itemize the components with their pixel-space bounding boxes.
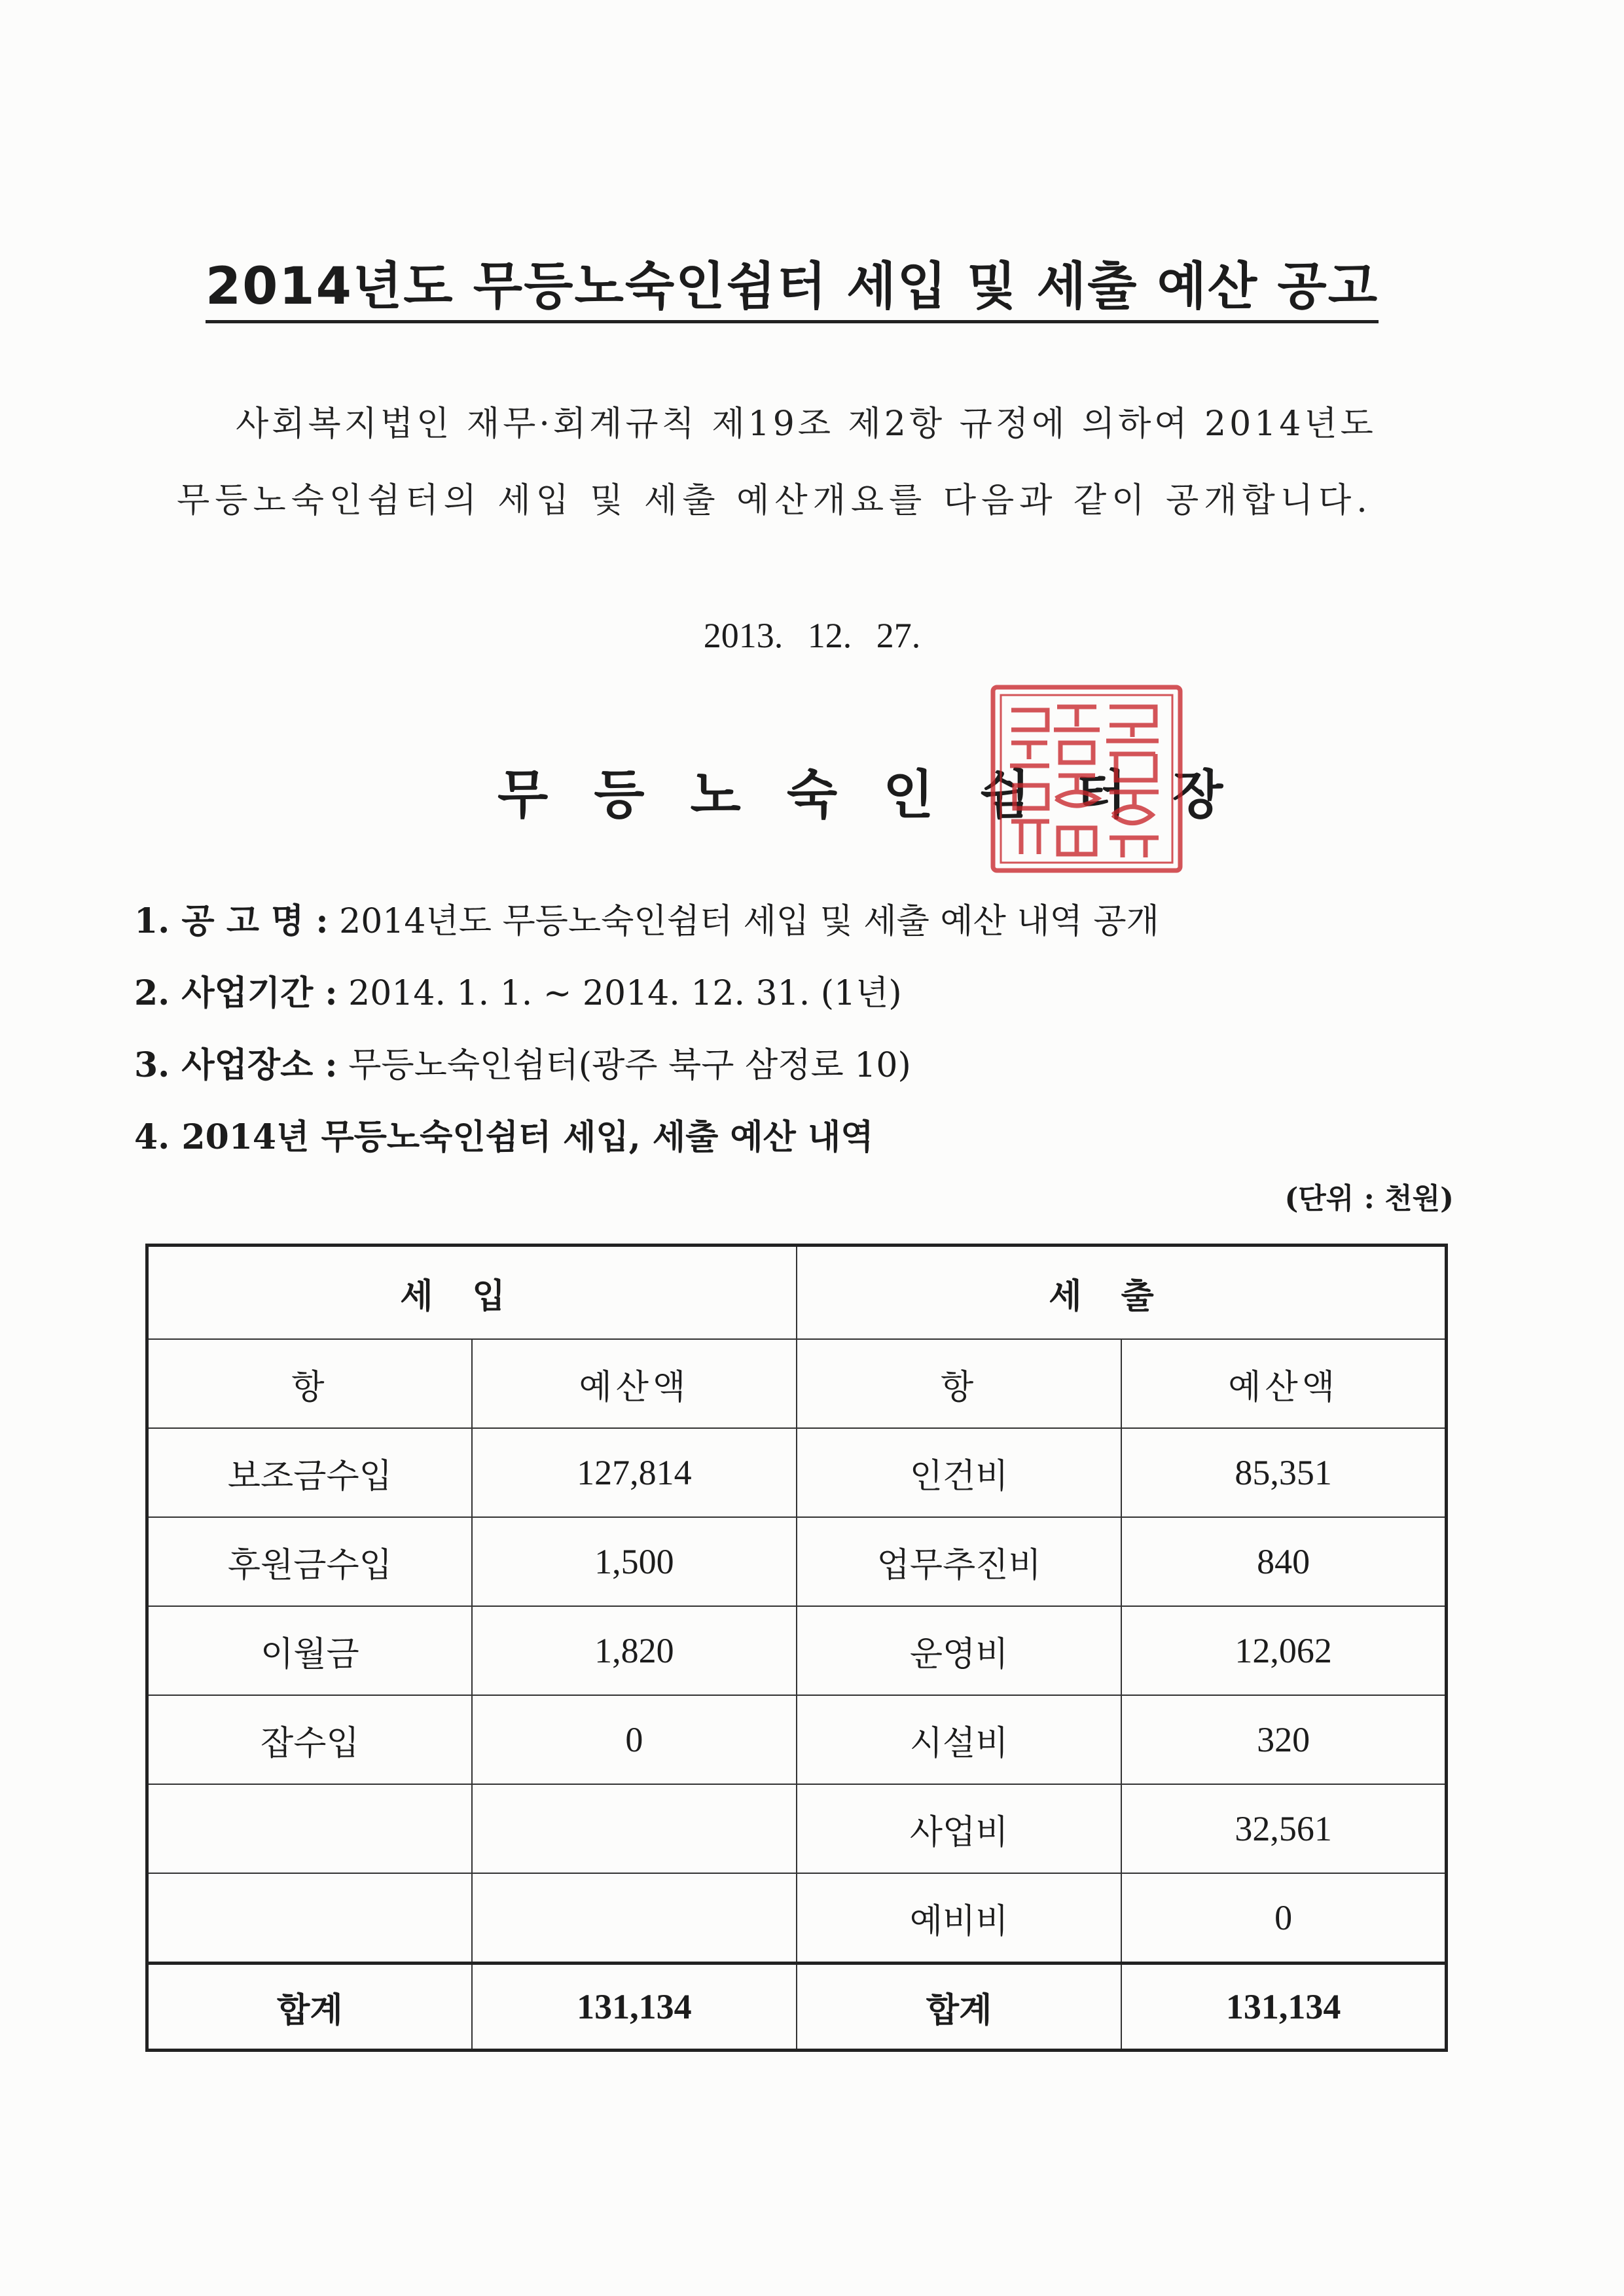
announcement-date: 2013. 12. 27. — [703, 616, 921, 655]
organization-name: 무등노숙인쉼터장 — [497, 764, 1269, 825]
budget-table — [145, 1244, 1448, 2052]
revenue-header: 세입 — [147, 1246, 797, 1340]
revenue-total-amount: 131,134 — [472, 1964, 797, 2051]
revenue-amount-cell — [472, 1784, 797, 1873]
notice-item-1-label: 1. 공 고 명 : — [134, 901, 329, 941]
notice-item-1-value: 2014년도 무등노숙인쉼터 세입 및 세출 예산 내역 공개 — [339, 902, 1159, 941]
expense-amount-cell: 12,062 — [1121, 1606, 1446, 1695]
table-header-row — [147, 1246, 1447, 1340]
table-subheader-row — [147, 1339, 1447, 1428]
notice-item-2-label: 2. 사업기간 : — [134, 973, 338, 1013]
notice-item-2 — [134, 965, 902, 1014]
expense-total-label: 합계 — [797, 1964, 1121, 2051]
revenue-item-cell: 보조금수입 — [147, 1428, 472, 1517]
table-row — [147, 1873, 1447, 1964]
document-title-text: 2014년도 무등노숙인쉼터 세입 및 세출 예산 공고 — [206, 257, 1379, 323]
revenue-item-cell: 후원금수입 — [147, 1517, 472, 1606]
expense-amount-cell: 320 — [1121, 1695, 1446, 1784]
revenue-amount-column-header: 예산액 — [472, 1339, 797, 1428]
document-title — [196, 245, 1388, 319]
notice-item-3 — [134, 1037, 911, 1086]
table-row — [147, 1695, 1447, 1784]
notice-item-2-value: 2014. 1. 1. ~ 2014. 12. 31. (1년) — [348, 974, 902, 1013]
intro-line-1: 사회복지법인 재무·회계규칙 제19조 제2항 규정에 의하여 2014년도 — [236, 404, 1377, 444]
expense-item-cell: 사업비 — [797, 1784, 1121, 1873]
expense-item-column-header: 항 — [797, 1339, 1121, 1428]
expense-item-cell: 업무추진비 — [797, 1517, 1121, 1606]
notice-item-4 — [134, 1109, 873, 1158]
expense-total-amount: 131,134 — [1121, 1964, 1446, 2051]
notice-item-3-label: 3. 사업장소 : — [134, 1045, 338, 1085]
revenue-item-cell — [147, 1784, 472, 1873]
notice-item-1 — [134, 893, 1159, 942]
revenue-item-column-header: 항 — [147, 1339, 472, 1428]
revenue-item-cell: 잡수입 — [147, 1695, 472, 1784]
official-seal-stamp — [985, 681, 1188, 877]
revenue-total-label: 합계 — [147, 1964, 472, 2051]
expense-item-cell: 운영비 — [797, 1606, 1121, 1695]
expense-amount-cell: 840 — [1121, 1517, 1446, 1606]
expense-amount-cell: 32,561 — [1121, 1784, 1446, 1873]
expense-item-cell: 예비비 — [797, 1873, 1121, 1964]
notice-item-3-value: 무등노숙인쉼터(광주 북구 삼정로 10) — [348, 1046, 911, 1085]
expense-amount-column-header: 예산액 — [1121, 1339, 1446, 1428]
revenue-amount-cell: 1,820 — [472, 1606, 797, 1695]
table-row — [147, 1784, 1447, 1873]
unit-label: (단위 : 천원) — [1284, 1182, 1454, 1215]
expense-amount-cell: 85,351 — [1121, 1428, 1446, 1517]
intro-line-2: 무등노숙인쉼터의 세입 및 세출 예산개요를 다음과 같이 공개합니다. — [177, 481, 1373, 520]
table-total-row — [147, 1964, 1447, 2051]
revenue-amount-cell — [472, 1873, 797, 1964]
table-row — [147, 1606, 1447, 1695]
expense-header: 세출 — [797, 1246, 1447, 1340]
expense-amount-cell: 0 — [1121, 1873, 1446, 1964]
revenue-amount-cell: 0 — [472, 1695, 797, 1784]
revenue-item-cell: 이월금 — [147, 1606, 472, 1695]
revenue-item-cell — [147, 1873, 472, 1964]
revenue-amount-cell: 1,500 — [472, 1517, 797, 1606]
expense-item-cell: 인건비 — [797, 1428, 1121, 1517]
table-row — [147, 1428, 1447, 1517]
expense-item-cell: 시설비 — [797, 1695, 1121, 1784]
revenue-amount-cell: 127,814 — [472, 1428, 797, 1517]
notice-item-4-label: 4. 2014년 무등노숙인쉼터 세입, 세출 예산 내역 — [134, 1117, 874, 1157]
table-row — [147, 1517, 1447, 1606]
